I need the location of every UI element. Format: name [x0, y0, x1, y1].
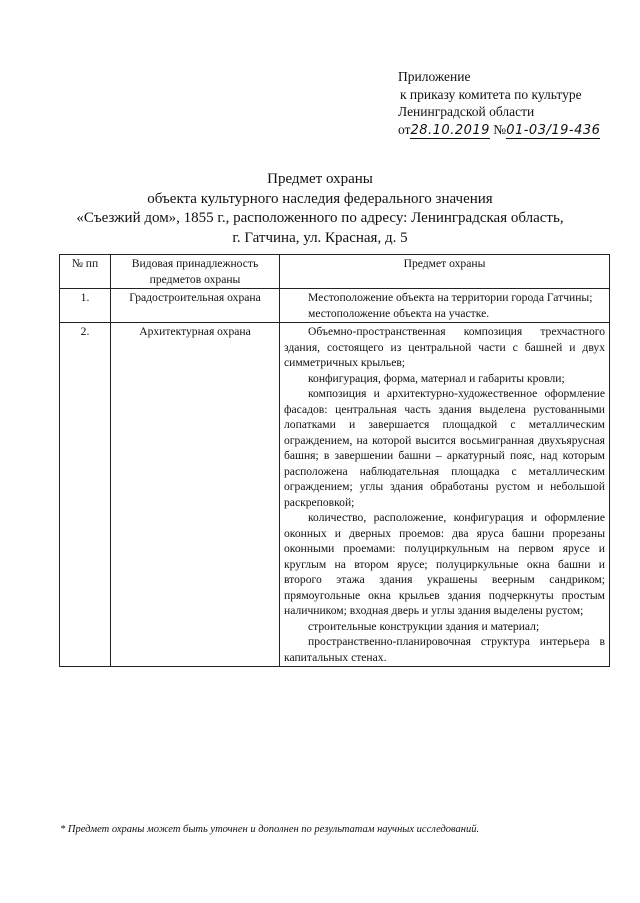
subject-paragraph: Местоположение объекта на территории города Гатчины;	[308, 291, 593, 304]
subject-paragraph: местоположение объекта на участке.	[308, 306, 490, 320]
header-type: Видовая принадлежность предметов охраны	[111, 255, 280, 289]
table-row	[60, 323, 610, 667]
subject-paragraph: конфигурация, форма, материал и габариты кровли;	[308, 371, 565, 385]
from-label: от	[398, 121, 411, 137]
title-line-2: объекта культурного наследия федерального значения	[147, 190, 493, 207]
header-number: № пп	[60, 255, 111, 289]
title-line-4: г. Гатчина, ул. Красная, д. 5	[232, 229, 408, 246]
row-subject	[280, 289, 610, 323]
document-title	[0, 170, 640, 248]
title-line-1: Предмет охраны	[267, 171, 373, 187]
subject-paragraph: строительные конструкции здания и материал;	[308, 619, 540, 633]
appendix-date-number-line	[398, 121, 600, 139]
subject-paragraph: композиция и архитектурно-художественное оформление фасадов: центральная часть здания выделена рустованными лопатками и завершается площадкой с металлическим ограждением, на которой высится восьмигранная двухъярусная башня; в завершении башни – аркатурный пояс, над которым расположена наблюдательная площадка с металлическим ограждением; углы здания обработаны рустом и небольшой раскреповкой;	[284, 387, 605, 509]
number-label: №	[493, 121, 507, 137]
row-type: Архитектурная охрана	[111, 323, 280, 667]
protection-subject-table	[59, 254, 610, 667]
order-date: 28.10.2019	[410, 122, 490, 138]
row-subject	[280, 323, 610, 667]
subject-paragraph: количество, расположение, конфигурация и оформление оконных и дверных проемов: два яруса башни прорезаны оконными проемами: полуциркульным на первом ярусе и круглым на втором ярусе; полуциркульные окна башни и второго этажа здания украшены веерным сандриком; прямоугольные окна крыльев здания подчеркнуты простым наличником; входная дверь и углы здания выделены рустом;	[284, 511, 605, 617]
row-number: 2.	[60, 323, 111, 667]
title-line-3: «Съезжий дом», 1855 г., расположенного по адресу: Ленинградская область,	[76, 210, 564, 226]
appendix-order-line: к приказу комитета по культуре	[400, 86, 582, 102]
appendix-title: Приложение	[398, 69, 471, 84]
row-type: Градостроительная охрана	[111, 289, 280, 323]
subject-paragraph: Объемно-пространственная композиция трехчастного здания, состоящего из центральной части с башней и двух симметричных крыльев;	[284, 325, 605, 369]
row-number: 1.	[60, 289, 111, 323]
table-header-row	[60, 255, 610, 289]
subject-paragraph: пространственно-планировочная структура интерьера в капитальных стенах.	[284, 635, 605, 664]
appendix-block	[398, 68, 600, 139]
appendix-region-line: Ленинградской области	[398, 104, 535, 119]
order-number: 01-03/19-436	[506, 122, 601, 138]
table-row	[60, 289, 610, 323]
footnote: * Предмет охраны может быть уточнен и дополнен по результатам научных исследований.	[60, 824, 480, 835]
header-subject: Предмет охраны	[280, 255, 610, 289]
